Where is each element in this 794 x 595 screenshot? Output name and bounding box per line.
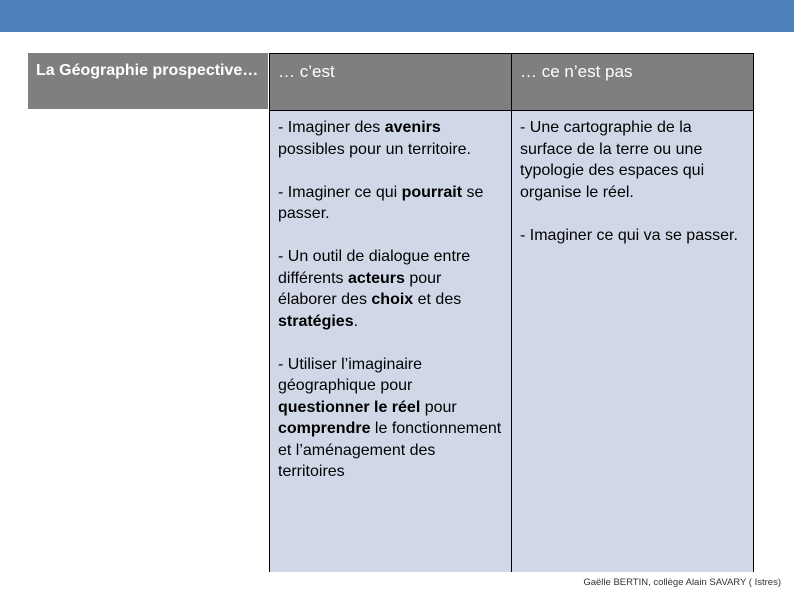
item-text: et des: [413, 291, 462, 308]
item-text: possibles pour un territoire.: [278, 140, 471, 158]
table-item: [278, 354, 503, 483]
comparison-table: [269, 53, 754, 572]
item-text: - Utiliser l’imaginaire géographique pour: [278, 355, 423, 394]
item-text: pour: [420, 398, 457, 416]
item-text: - Un outil de dialogue entre différents: [278, 248, 471, 287]
item-text: - Imaginer ce qui va se passer.: [520, 226, 738, 244]
table-item: [520, 225, 745, 247]
top-color-band: [0, 0, 794, 32]
table-item: [278, 182, 503, 225]
emphasis-text: acteurs: [347, 269, 405, 287]
header-cest: … c’est: [270, 54, 511, 110]
slide-title: La Géographie prospective…: [28, 53, 268, 109]
item-text: le fonctionnement et l’aménagement des territoires: [278, 420, 502, 480]
item-text: - Une cartographie de la surface de la terre ou une typologie des espaces qui organise le réel.: [520, 119, 705, 201]
item-text: - Imaginer des: [278, 119, 385, 136]
item-text: .: [353, 312, 359, 330]
table-item: [278, 246, 503, 332]
table-item: [278, 117, 503, 160]
emphasis-text: questionner le réel: [278, 398, 421, 416]
emphasis-text: comprendre: [278, 420, 371, 437]
footer-credit: Gaëlle BERTIN, collège Alain SAVARY ( Istres): [583, 577, 781, 588]
column-cest: [270, 111, 511, 572]
emphasis-text: stratégies: [278, 312, 354, 330]
table-item: [520, 117, 745, 203]
emphasis-text: choix: [371, 291, 414, 308]
header-nest-pas: … ce n’est pas: [512, 54, 753, 110]
column-nest-pas: [512, 111, 753, 572]
item-text: pour élaborer des: [278, 269, 442, 308]
item-text: - Imaginer ce qui: [278, 183, 402, 201]
emphasis-text: pourrait: [401, 183, 463, 201]
item-text: se passer.: [278, 183, 484, 222]
emphasis-text: avenirs: [384, 119, 441, 136]
